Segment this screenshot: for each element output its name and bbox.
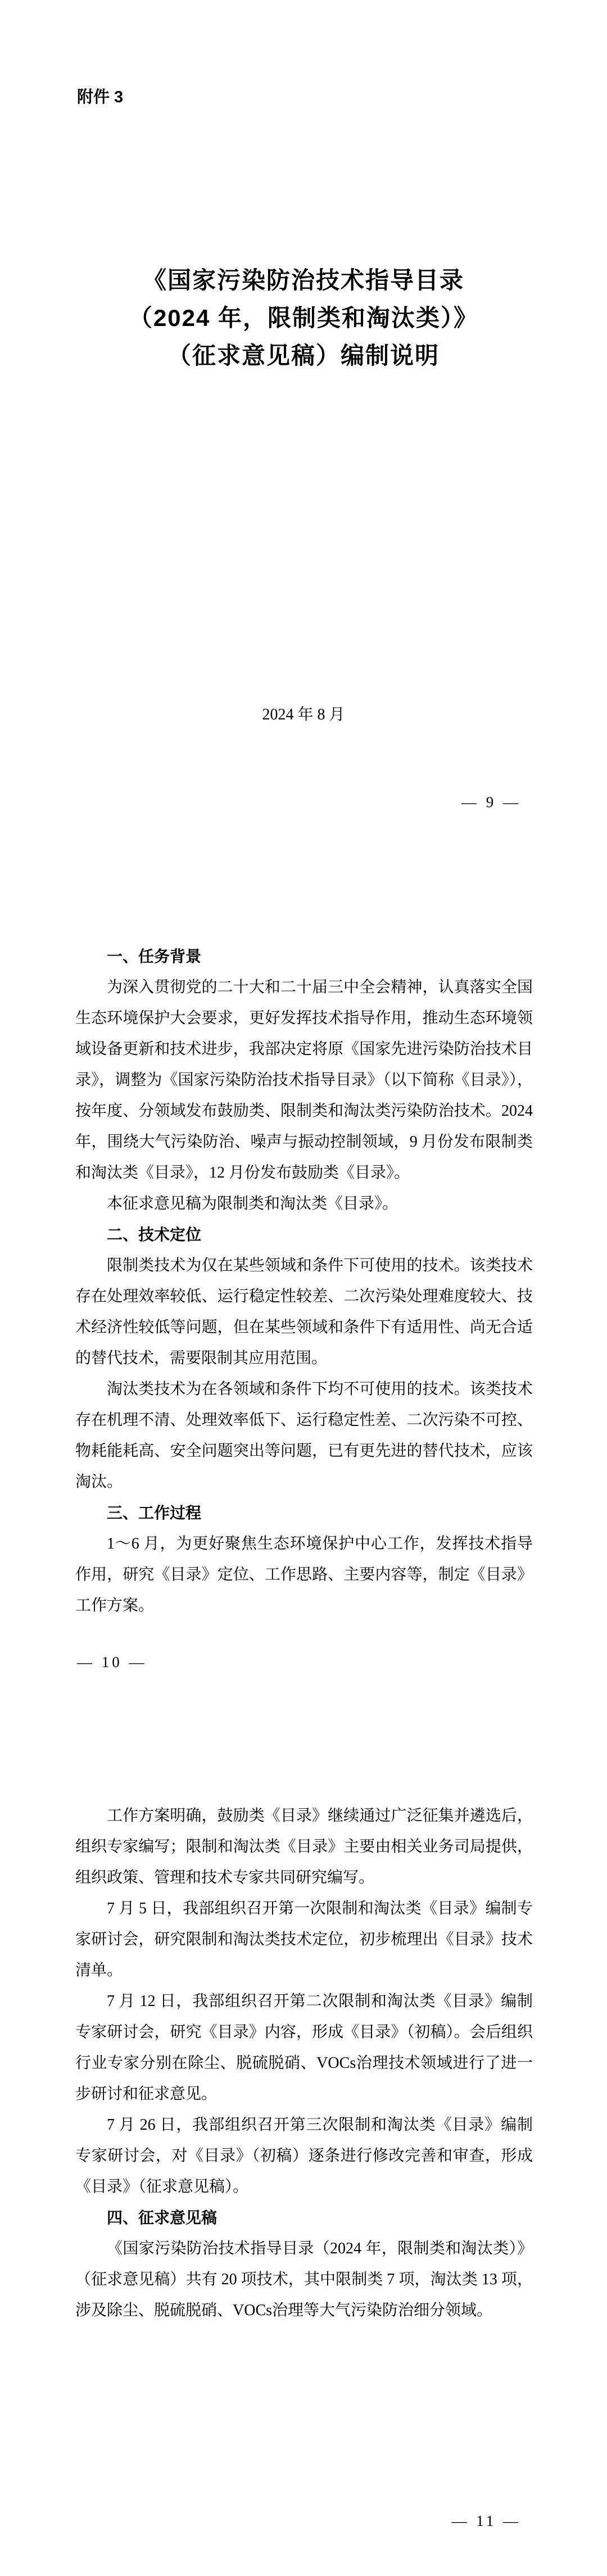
section-1-paragraph-1: 为深入贯彻党的二十大和二十届三中全会精神，认真落实全国生态环境保护大会要求，更好发挥技术指导作用，推动生态环境领域设备更新和技术进步，我部决定将原《国家先进污染防治技术目录》，调整为《国家污染防治技术指导目录》（以下简称《目录》），按年度、分领域发布鼓励类、限制类和淘汰类污染防治技术。2024 年，围绕大气污染防治、噪声与振动控制领域，9 月份发布限制类和淘汰类《目录》，12 月份发布鼓励类《目录》。 xyxy=(75,979,533,1181)
page-2-body xyxy=(75,941,533,1621)
title-line-2: （2024 年，限制类和淘汰类）》 xyxy=(128,305,479,331)
page-number-10: — 10 — xyxy=(77,1654,147,1670)
section-4-heading: 四、征求意见稿 xyxy=(107,2209,218,2226)
section-2-paragraph-2: 淘汰类技术为在各领域和条件下均不可使用的技术。该类技术存在机理不清、处理效率低下、运行稳定性差、二次污染不可控、物耗能耗高、安全问题突出等问题，已有更先进的替代技术，应该淘汰。 xyxy=(75,1380,533,1491)
section-2-heading: 二、技术定位 xyxy=(107,1226,202,1243)
section-4-paragraph-1: 《国家污染防治技术指导目录（2024 年，限制类和淘汰类）》（征求意见稿）共有 20 项技术，其中限制类 7 项，淘汰类 13 项，涉及除尘、脱硫脱硝、VOCs治理等大气污染防治细分领域。 xyxy=(75,2240,533,2319)
section-2-paragraph-1: 限制类技术为仅在某些领域和条件下可使用的技术。该类技术存在处理效率较低、运行稳定性较差、二次污染处理难度较大、技术经济性较低等问题，但在某些领域和条件下有适用性、尚无合适的替代技术，需要限制其应用范围。 xyxy=(75,1257,533,1367)
page-number-9: — 9 — xyxy=(461,794,521,811)
section-1-paragraph-2: 本征求意见稿为限制类和淘汰类《目录》。 xyxy=(107,1195,398,1212)
section-1-heading: 一、任务背景 xyxy=(107,948,202,965)
page-3-body xyxy=(75,1800,533,2326)
title-line-3: （征求意见稿）编制说明 xyxy=(167,342,440,369)
title-line-1: 《国家污染防治技术指导目录 xyxy=(142,267,464,293)
section-3-paragraph-3: 7 月 5 日，我部组织召开第一次限制和淘汰类《目录》编制专家研讨会，研究限制和淘汰类技术定位，初步梳理出《目录》技术清单。 xyxy=(75,1900,533,1979)
attachment-label: 附件 3 xyxy=(77,88,124,106)
document-title xyxy=(0,261,607,374)
section-3-paragraph-4: 7 月 12 日，我部组织召开第二次限制和淘汰类《目录》编制专家研讨会，研究《目录》内容，形成《目录》（初稿）。会后组织行业专家分别在除尘、脱硫脱硝、VOCs治理技术领域进行了进一步研讨和征求意见。 xyxy=(75,1993,533,2103)
section-3-paragraph-5: 7 月 26 日，我部组织召开第三次限制和淘汰类《目录》编制专家研讨会，对《目录》（初稿）逐条进行修改完善和审查，形成《目录》（征求意见稿）。 xyxy=(75,2116,533,2195)
page-number-11: — 11 — xyxy=(451,2512,521,2529)
section-3-paragraph-2: 工作方案明确，鼓励类《目录》继续通过广泛征集并遴选后，组织专家编写；限制和淘汰类《目录》主要由相关业务司局提供，组织政策、管理和技术专家共同研究编写。 xyxy=(75,1807,533,1886)
document-date: 2024 年 8 月 xyxy=(262,706,345,723)
section-3-paragraph-1: 1～6 月，为更好聚焦生态环境保护中心工作，发挥技术指导作用，研究《目录》定位、工作思路、主要内容等，制定《目录》工作方案。 xyxy=(75,1535,533,1614)
section-3-heading: 三、工作过程 xyxy=(107,1504,202,1522)
